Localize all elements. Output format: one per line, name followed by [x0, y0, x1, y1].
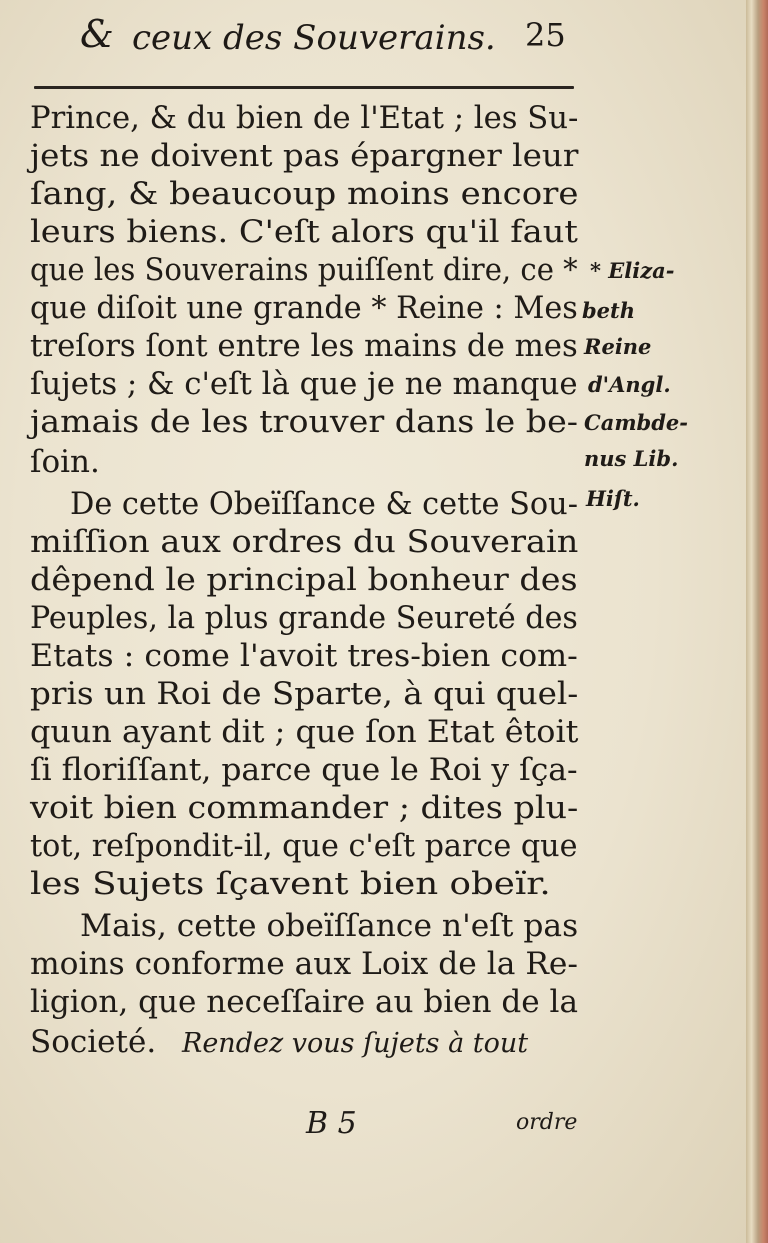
header-rule: [34, 86, 574, 89]
text-line: treſors ſont entre les mains de mes: [30, 328, 578, 364]
text-line: jets ne doivent pas épargner leur: [30, 138, 579, 174]
margin-note: Reine: [584, 334, 652, 359]
text-line: que diſoit une grande * Reine : Mes: [30, 290, 578, 326]
margin-note: Cambde-: [584, 410, 688, 435]
text-line: ſang, & beaucoup moins encore: [30, 176, 579, 212]
text-line: jamais de les trouver dans le be-: [30, 404, 578, 440]
text-line: Societé.: [30, 1024, 157, 1060]
margin-note: * Eliza-: [590, 258, 675, 283]
text-line: ligion, que neceſſaire au bien de la: [30, 984, 578, 1020]
text-line: ſoin.: [30, 444, 100, 480]
text-line: Mais, cette obeïſſance n'eſt pas: [80, 908, 579, 944]
margin-note: nus Lib.: [584, 446, 679, 471]
page-edge: [746, 0, 768, 1243]
text-line: voit bien commander ; dites plu-: [30, 790, 579, 826]
running-title: ceux des Souverains.: [132, 18, 496, 58]
text-line: moins conforme aux Loix de la Re-: [30, 946, 578, 982]
text-line: ſi floriſſant, parce que le Roi y ſça-: [30, 752, 578, 788]
text-line: tot, reſpondit-il, que c'eſt parce que: [30, 828, 578, 864]
text-line: miſſion aux ordres du Souverain: [30, 524, 579, 560]
text-line: ſujets ; & c'eſt là que je ne manque: [30, 366, 578, 402]
text-line: Etats : come l'avoit tres-bien com-: [30, 638, 578, 674]
text-line: quun ayant dit ; que ſon Etat êtoit: [30, 714, 579, 750]
signature-mark: B 5: [306, 1106, 357, 1141]
text-line: leurs biens. C'eſt alors qu'il faut: [30, 214, 578, 250]
margin-note: d'Angl.: [588, 372, 671, 397]
margin-note: beth: [582, 298, 636, 323]
text-line: dêpend le principal bonheur des: [30, 562, 578, 598]
margin-note: Hiſt.: [586, 486, 640, 511]
text-line: De cette Obeïſſance & cette Sou-: [70, 486, 578, 522]
text-line: les Sujets ſçavent bien obeïr.: [30, 866, 551, 902]
page-number: 25: [525, 16, 566, 54]
catchword: ordre: [516, 1110, 578, 1135]
text-line: pris un Roi de Sparte, à qui quel-: [30, 676, 579, 712]
italic-text: Rendez vous ſujets à tout: [182, 1028, 529, 1059]
text-line: que les Souverains puiſſent dire, ce *: [30, 252, 578, 288]
text-line: Peuples, la plus grande Seureté des: [30, 600, 578, 636]
ampersand-ornament: &: [80, 12, 114, 56]
running-head: [80, 12, 580, 64]
text-line: Prince, & du bien de l'Etat ; les Su-: [30, 100, 579, 136]
